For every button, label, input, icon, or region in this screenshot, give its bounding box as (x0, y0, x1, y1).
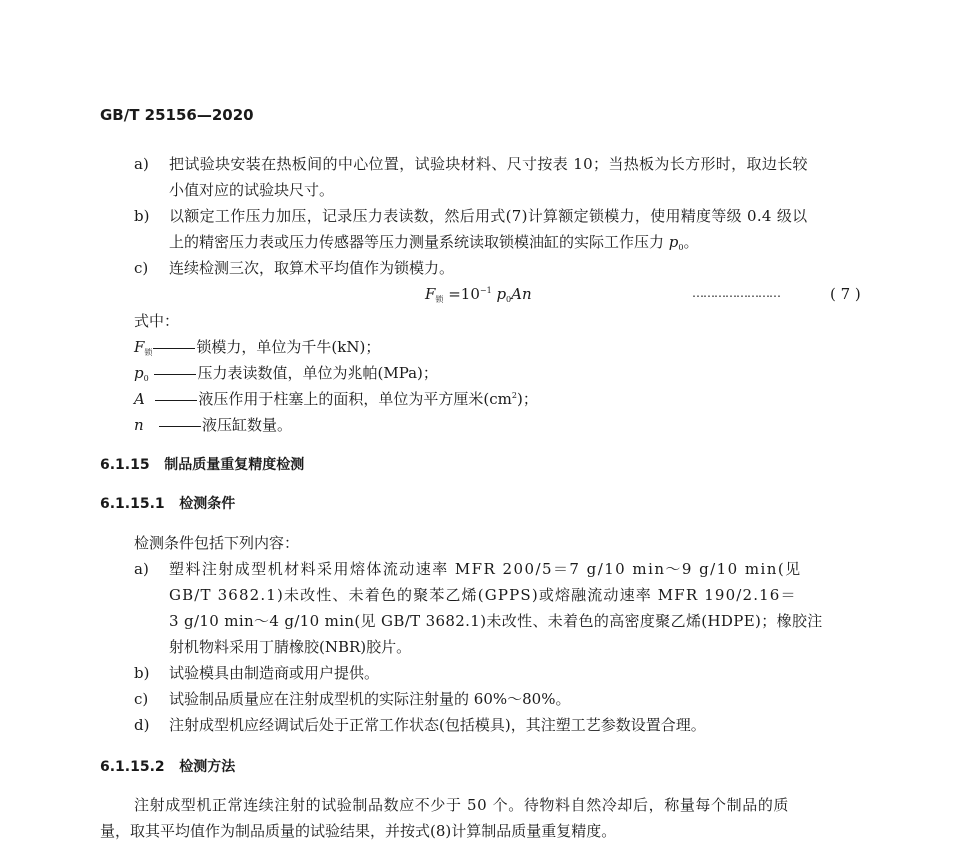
cond-b-text: 试验模具由制造商或用户提供。 (169, 664, 380, 682)
cond-c-marker: c) (134, 690, 149, 708)
var-a-sup: 2 (511, 391, 517, 400)
section-6-1-15-1 (100, 497, 235, 511)
var-f-subscript: 锁 (144, 348, 153, 357)
formula-leader: …………………… (692, 286, 780, 300)
standard-code: GB/T 25156—2020 (100, 106, 254, 124)
item-b-line1: 以额定工作压力加压，记录压力表读数，然后用式(7)计算额定锁模力，使用精度等级 0.4 级以 (169, 207, 808, 225)
cond-a-line1: 塑料注射成型机材料采用熔体流动速率 MFR 200/5＝7 g/10 min～9 g/10 min(见 (169, 560, 802, 578)
method-line1: 注射成型机正常连续注射的试验制品数应不少于 50 个。待物料自然冷却后，称量每个制品的质 (134, 796, 790, 814)
conditions-intro: 检测条件包括下列内容： (134, 534, 300, 552)
item-b-line2: 上的精密压力表或压力传感器等压力测量系统读取锁模油缸的实际工作压力 $p_0$。 (169, 233, 699, 252)
item-b-pressure-subscript: 0 (678, 243, 684, 252)
var-a-desc-end: )； (516, 390, 538, 408)
var-f-symbol: F (134, 338, 145, 356)
section-title: 制品质量重复精度检测 (164, 457, 305, 473)
where-label: 式中： (134, 312, 180, 330)
var-p-desc: 压力表读数值，单位为兆帕(MPa)； (197, 364, 438, 382)
formula-lhs-subscript: 锁 (435, 295, 444, 304)
var-f-desc: 锁模力，单位为千牛(kN)； (196, 338, 381, 356)
cond-a-marker: a) (134, 560, 149, 578)
formula-lhs: F (425, 285, 436, 303)
cond-d-marker: d) (134, 716, 150, 734)
item-c-text: 连续检测三次，取算术平均值作为锁模力。 (169, 259, 455, 277)
formula-7 (425, 287, 532, 302)
var-row-p (134, 366, 438, 381)
var-dash (154, 374, 196, 375)
cond-c-text: 试验制品质量应在注射成型机的实际注射量的 60%～80%。 (169, 690, 571, 708)
section-number: 6.1.15 (100, 457, 150, 473)
item-b-line2-text: 上的精密压力表或压力传感器等压力测量系统读取锁模油缸的实际工作压力 (169, 233, 665, 251)
var-p-symbol: p (134, 364, 144, 382)
formula-number: ( 7 ) (830, 285, 861, 303)
formula-p: p (496, 285, 507, 303)
cond-a-line3: 3 g/10 min～4 g/10 min(见 GB/T 3682.1)未改性、未着色的高密度聚乙烯(HDPE)；橡胶注 (169, 612, 823, 630)
section-title: 检测方法 (179, 759, 236, 775)
item-b-marker: b) (134, 207, 150, 225)
item-a-line1: 把试验块安装在热板间的中心位置，试验块材料、尺寸按表 10；当热板为长方形时，取边长较 (169, 155, 808, 173)
cond-b-marker: b) (134, 664, 150, 682)
var-dash (159, 426, 201, 427)
var-row-a (134, 392, 538, 407)
section-number: 6.1.15.1 (100, 496, 165, 512)
formula-equals: =10 (448, 285, 480, 303)
var-dash (155, 400, 197, 401)
method-line2: 量，取其平均值作为制品质量的试验结果，并按式(8)计算制品质量重复精度。 (100, 822, 617, 840)
var-n-desc: 液压缸数量。 (201, 416, 292, 434)
var-n-symbol: n (134, 416, 144, 434)
section-title: 检测条件 (179, 496, 236, 512)
item-b-pressure-symbol: p (668, 233, 679, 251)
section-number: 6.1.15.2 (100, 759, 165, 775)
section-6-1-15-2 (100, 760, 235, 774)
item-a-marker: a) (134, 155, 149, 173)
cond-a-line4: 射机物料采用丁腈橡胶(NBR)胶片。 (169, 638, 412, 656)
formula-exponent: −1 (479, 286, 492, 295)
var-row-n (134, 418, 292, 433)
item-a-line2: 小值对应的试验块尺寸。 (169, 181, 335, 199)
item-c-marker: c) (134, 259, 149, 277)
section-6-1-15 (100, 458, 304, 472)
formula-p-subscript: 0 (506, 295, 512, 304)
formula-rest: An (511, 285, 532, 303)
var-p-subscript: 0 (143, 374, 149, 383)
var-row-f (134, 340, 380, 355)
var-dash (153, 348, 195, 349)
cond-a-line2: GB/T 3682.1)未改性、未着色的聚苯乙烯(GPPS)或熔融流动速率 MFR 190/2.16＝ (169, 586, 797, 604)
cond-d-text: 注射成型机应经调试后处于正常工作状态(包括模具)，其注塑工艺参数设置合理。 (169, 716, 706, 734)
var-a-symbol: A (134, 390, 145, 408)
var-a-desc: 液压作用于柱塞上的面积，单位为平方厘米(cm (198, 390, 512, 408)
